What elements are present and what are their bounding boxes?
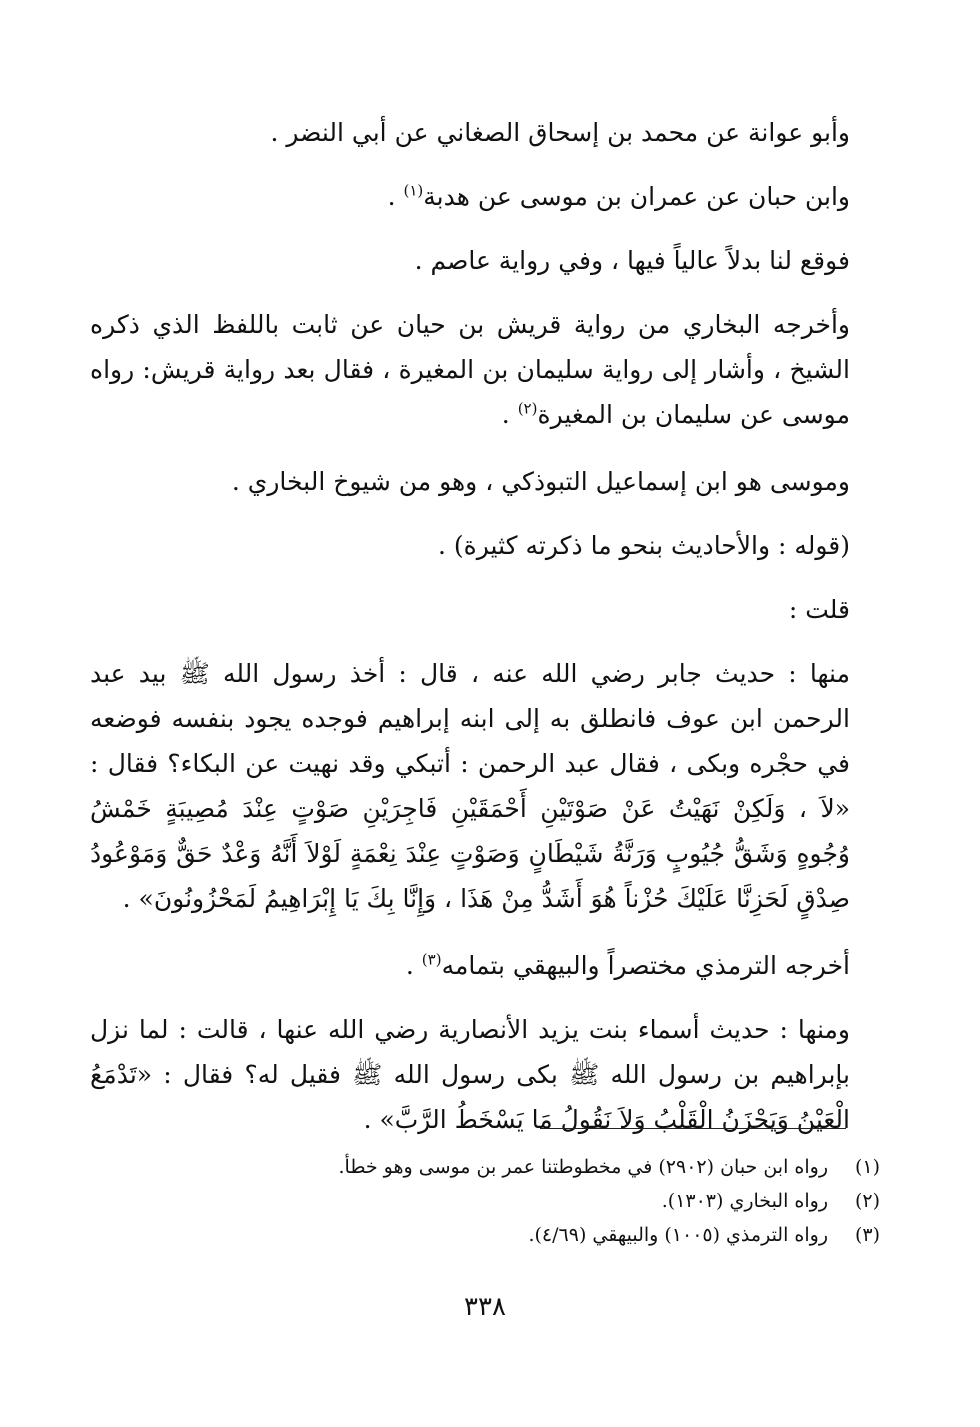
- paragraph-3-text: فوقع لنا بدلاً عالياً فيها ، وفي رواية عاصم .: [414, 246, 850, 275]
- footnotes: [180, 1150, 880, 1252]
- paragraph-1-text: وأبو عوانة عن محمد بن إسحاق الصغاني عن أبي النضر .: [270, 118, 850, 147]
- paragraph-9-text: أخرجه الترمذي مختصراً والبيهقي بتمامه: [441, 951, 850, 980]
- paragraph-8-text: منها : حديث جابر رضي الله عنه ، قال : أخذ رسول الله ﷺ بيد عبد الرحمن ابن عوف فانطلق به إلى ابنه إبراهيم فوجده يجود بنفسه فوضعه في حجْره وبكى ، فقال عبد الرحمن : أتبكي وقد نهيت عن البكاء؟ فقال : «لاَ ، وَلَكِنْ نَهَيْتُ عَنْ صَوْتَيْنِ أَحْمَقَيْنِ فَاجِرَيْنِ صَوْتٍ عِنْدَ مُصِيبَةٍ خَمْشُ وُجُوهٍ وَشَقُّ جُيُوبٍ وَرَنَّةُ شَيْطَانٍ وَصَوْتٍ عِنْدَ نِعْمَةٍ لَوْلاَ أَنَّهُ وَعْدٌ حَقٌّ وَمَوْعُودُ صِدْقٍ لَحَزِنَّا عَلَيْكَ حُزْناً هُوَ أَشَدُّ مِنْ هَذَا ، وَإِنَّا بِكَ يَا إِبْرَاهِيمُ لَمَحْزُونُونَ» .: [90, 659, 850, 913]
- footnote-ref-2[interactable]: (٢): [517, 399, 538, 418]
- paragraph-5: [90, 459, 850, 504]
- paragraph-1: [90, 110, 850, 155]
- footnote-number: (٢): [854, 1190, 880, 1212]
- footnote-text: رواه البخاري (١٣٠٣).: [661, 1190, 828, 1212]
- footnote-ref-1[interactable]: (١): [403, 181, 424, 200]
- page-number: ٣٣٨: [464, 1292, 506, 1322]
- paragraph-6: [90, 523, 850, 568]
- paragraph-2-end: .: [387, 182, 404, 211]
- paragraph-9: [90, 943, 850, 988]
- footnote-ref-3[interactable]: (٣): [421, 950, 442, 969]
- paragraph-7: [90, 587, 850, 632]
- page-body: [90, 110, 850, 1164]
- footnote-item: [180, 1150, 880, 1184]
- footnote-number: (٣): [854, 1224, 880, 1246]
- footnote-text: رواه ابن حبان (٢٩٠٢) في مخطوطتنا عمر بن موسى وهو خطأ.: [338, 1156, 828, 1178]
- paragraph-2-text: وابن حبان عن عمران بن موسى عن هدبة: [423, 182, 850, 211]
- paragraph-7-text: قلت :: [788, 595, 850, 624]
- paragraph-10: [90, 1007, 850, 1142]
- paragraph-5-text: وموسى هو ابن إسماعيل التبوذكي ، وهو من شيوخ البخاري .: [231, 467, 850, 496]
- paragraph-8: [90, 651, 850, 921]
- footnote-item: [180, 1218, 880, 1252]
- footnote-item: [180, 1184, 880, 1218]
- paragraph-2: [90, 174, 850, 219]
- footnote-number: (١): [854, 1156, 880, 1178]
- paragraph-10-text: ومنها : حديث أسماء بنت يزيد الأنصارية رضي الله عنها ، قالت : لما نزل بإبراهيم بن رسول الله ﷺ بكى رسول الله ﷺ فقيل له؟ فقال : «تَدْمَعُ الْعَيْنُ وَيَحْزَنُ الْقَلْبُ وَلاَ نَقُولُ مَا يَسْخَطُ الرَّبَّ» .: [90, 1015, 850, 1134]
- paragraph-9-end: .: [405, 951, 422, 980]
- paragraph-4-end: .: [501, 400, 518, 429]
- footnote-text: رواه الترمذي (١٠٠٥) والبيهقي (٤/٦٩).: [528, 1224, 828, 1246]
- paragraph-6-text: (قوله : والأحاديث بنحو ما ذكرته كثيرة) .: [437, 531, 850, 560]
- paragraph-4: [90, 302, 850, 437]
- footnote-divider: [540, 1128, 846, 1129]
- paragraph-3: [90, 238, 850, 283]
- paragraph-4-text: وأخرجه البخاري من رواية قريش بن حيان عن ثابت باللفظ الذي ذكره الشيخ ، وأشار إلى رواية سليمان بن المغيرة ، فقال بعد رواية قريش: رواه موسى عن سليمان بن المغيرة: [90, 310, 850, 429]
